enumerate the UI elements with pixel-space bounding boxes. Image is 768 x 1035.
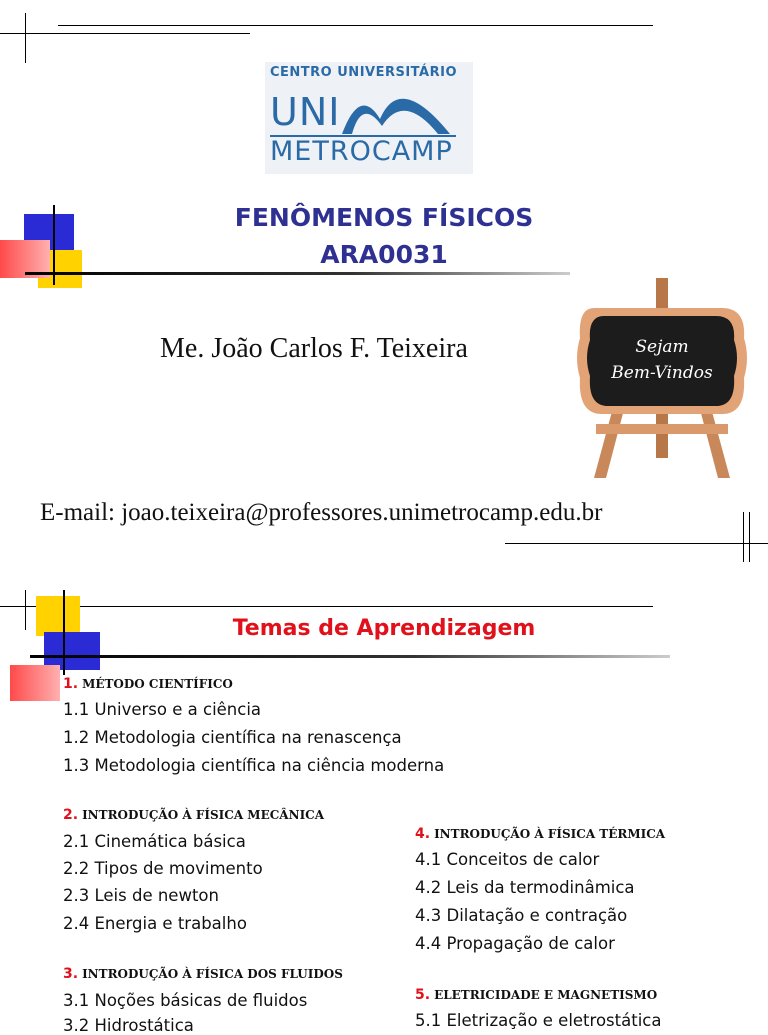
topic-item: 1.1 Universo e a ciência — [63, 700, 262, 719]
section-1-label: MÉTODO CIENTÍFICO — [82, 677, 233, 691]
section-4-number: 4. — [415, 826, 431, 842]
topic-item: 2.2 Tipos de movimento — [63, 859, 263, 878]
section-3-title — [63, 966, 343, 982]
section-5-label: ELETRICIDADE E MAGNETISMO — [434, 988, 658, 1002]
topic-item: 4.4 Propagação de calor — [415, 934, 615, 953]
topic-item: 4.2 Leis da termodinâmica — [415, 878, 635, 897]
topic-item: 4.1 Conceitos de calor — [415, 850, 600, 869]
email-vline-1 — [743, 512, 744, 562]
section-2-title — [63, 807, 324, 823]
slide2-top-rule — [0, 606, 653, 607]
slide2-heading-underline — [30, 655, 670, 658]
logo-text-metrocamp: METROCAMP — [270, 136, 453, 167]
top-rule-short — [0, 33, 250, 34]
top-rule — [58, 25, 653, 26]
course-code: ARA0031 — [320, 240, 448, 269]
topics-heading: Temas de Aprendizagem — [232, 616, 536, 641]
corner-vline — [25, 13, 26, 63]
section-3-number: 3. — [63, 966, 79, 982]
topic-item: 1.2 Metodologia científica na renascença — [63, 728, 402, 747]
email-address: E-mail: joao.teixeira@professores.unimetrocamp.edu.br — [40, 499, 603, 526]
topic-item: 2.1 Cinemática básica — [63, 832, 246, 851]
topic-item: 2.3 Leis de newton — [63, 886, 219, 905]
section-3-label: INTRODUÇÃO À FÍSICA DOS FLUIDOS — [82, 967, 343, 981]
board-text-bemvindos: Bem-Vindos — [611, 363, 713, 383]
section-5-number: 5. — [415, 987, 431, 1003]
board-text-sejam: Sejam — [635, 337, 689, 357]
section-1-number: 1. — [63, 676, 79, 692]
logo-arch-icon — [342, 84, 452, 136]
logo-text-centro: CENTRO UNIVERSITÁRIO — [270, 65, 457, 80]
section-5-title — [415, 987, 657, 1003]
topic-item: 5.1 Eletrização e eletrostática — [415, 1011, 662, 1030]
section-1-title — [63, 676, 233, 692]
email-rule — [505, 543, 768, 544]
section-2-number: 2. — [63, 807, 79, 823]
title-underline — [25, 272, 570, 275]
topic-item: 2.4 Energia e trabalho — [63, 914, 247, 933]
section-4-title — [415, 826, 665, 842]
slide2-deco-square-red — [10, 665, 60, 701]
course-title: FENÔMENOS FÍSICOS — [234, 203, 534, 232]
email-vline-2 — [749, 512, 750, 562]
topic-item: 1.3 Metodologia científica na ciência moderna — [63, 756, 445, 775]
author-name: Me. João Carlos F. Teixeira — [160, 333, 468, 364]
welcome-board-icon — [574, 278, 750, 482]
section-2-label: INTRODUÇÃO À FÍSICA MECÂNICA — [82, 808, 325, 822]
topic-item: 4.3 Dilatação e contração — [415, 906, 628, 925]
topic-item: 3.2 Hidrostática — [63, 1016, 194, 1035]
logo-text-uni: UNI — [270, 90, 341, 134]
topic-item: 3.1 Noções básicas de fluidos — [63, 991, 308, 1010]
section-4-label: INTRODUÇÃO À FÍSICA TÉRMICA — [434, 827, 666, 841]
